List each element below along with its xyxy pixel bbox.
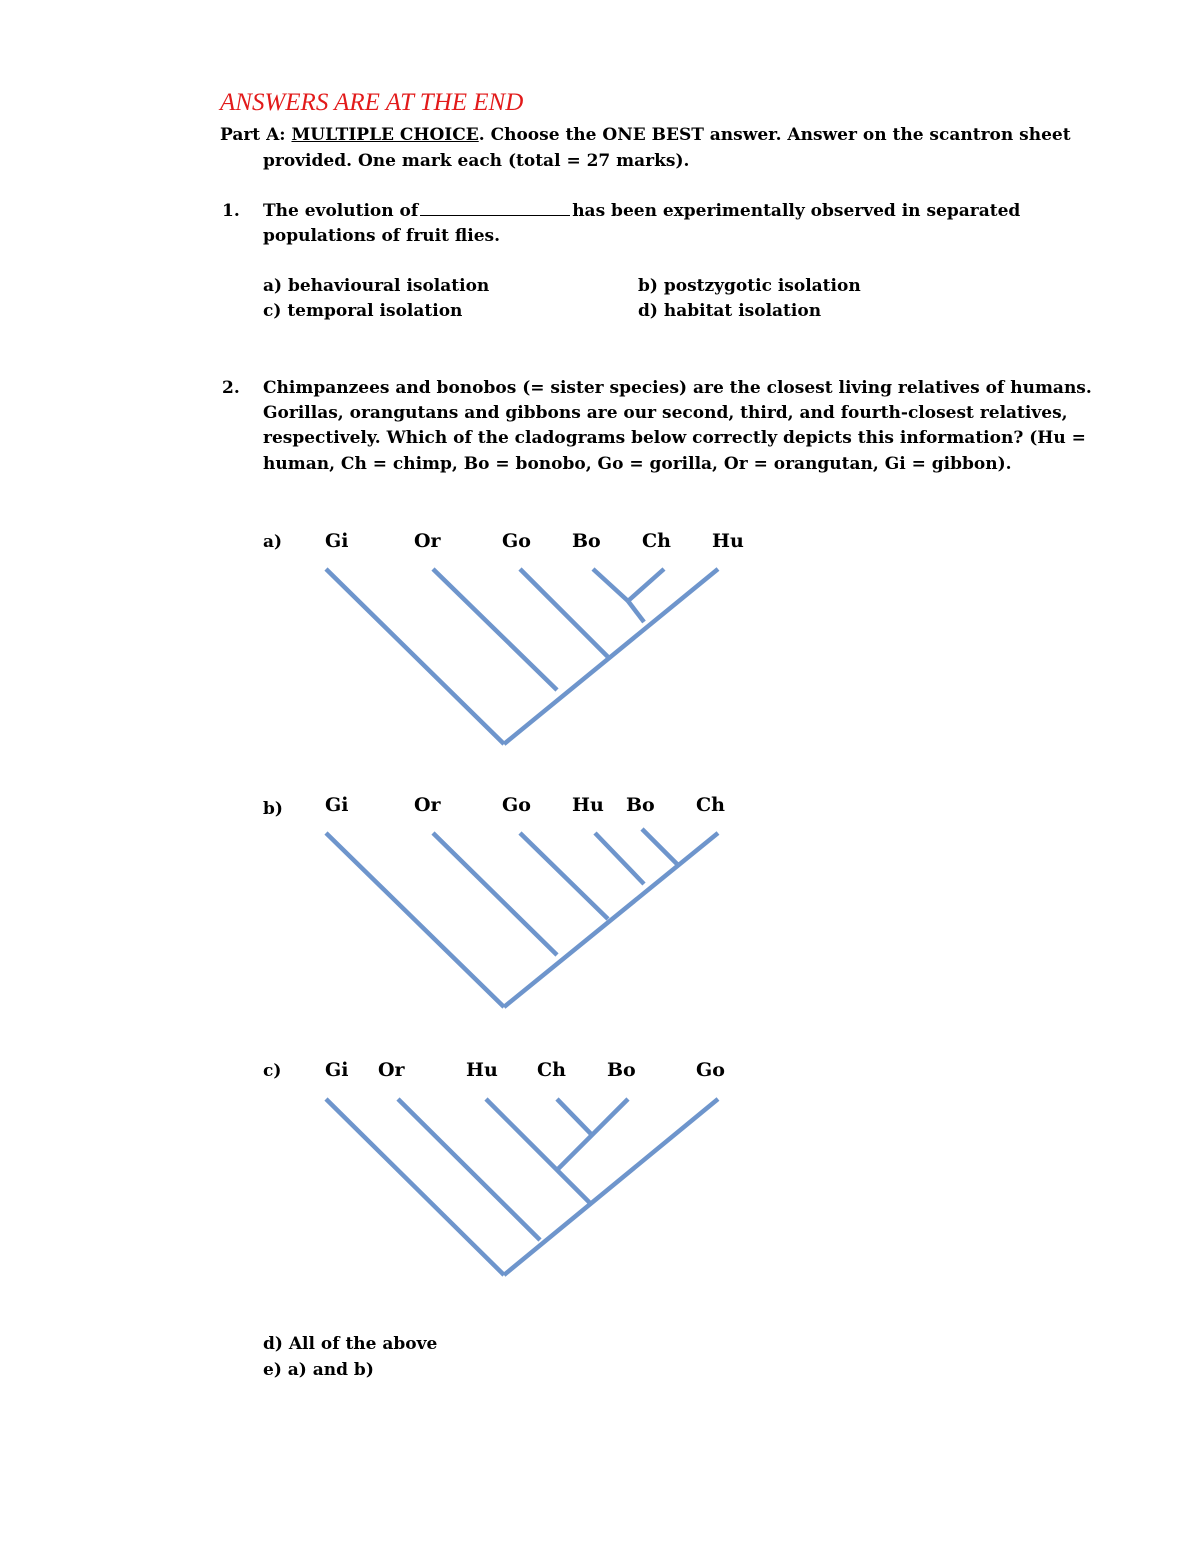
part-a-instructions: . Choose the ONE BEST answer. Answer on the scantron sheet (478, 125, 1071, 145)
branch (398, 1099, 540, 1240)
cladogram-b-taxon-hu: Hu (572, 794, 604, 816)
q1-stem-line2: populations of fruit flies. (263, 226, 500, 246)
cladogram-a-taxon-go: Go (502, 530, 531, 552)
q1-text-before: The evolution of (263, 201, 419, 221)
cladogram-c-taxon-bo: Bo (607, 1059, 636, 1081)
cladogram-c-taxon-hu: Hu (466, 1059, 498, 1081)
cladogram-b-taxon-bo: Bo (626, 794, 655, 816)
cladogram-a-option[interactable]: a) (263, 532, 283, 552)
q2-option-e[interactable]: e) a) and b) (263, 1360, 374, 1380)
cladogram-b-taxon-gi: Gi (325, 794, 349, 816)
cladogram-a-taxon-hu: Hu (712, 530, 744, 552)
q2-option-d[interactable]: d) All of the above (263, 1334, 438, 1354)
answers-banner: ANSWERS ARE AT THE END (220, 89, 524, 116)
cladogram-c-taxon-go: Go (696, 1059, 725, 1081)
cladogram-c-option[interactable]: c) (263, 1061, 282, 1081)
cladogram-a-taxon-bo: Bo (572, 530, 601, 552)
q2-line2: Gorillas, orangutans and gibbons are our second, third, and fourth-closest relatives, (263, 403, 1068, 423)
cladogram-b-taxon-ch: Ch (696, 794, 725, 816)
q2-line3: respectively. Which of the cladograms below correctly depicts this information? (Hu = (263, 428, 1086, 448)
part-a-prefix: Part A: (220, 125, 286, 145)
q1-text-after: has been experimentally observed in separated (572, 201, 1021, 221)
q1-number: 1. (222, 201, 240, 221)
q2-number: 2. (222, 378, 240, 398)
part-a-instructions-line2: provided. One mark each (total = 27 marks). (263, 151, 690, 171)
q2-line4: human, Ch = chimp, Bo = bonobo, Go = gorilla, Or = orangutan, Gi = gibbon). (263, 454, 1012, 474)
branch (557, 1099, 592, 1135)
cladogram-c-taxon-gi: Gi (325, 1059, 349, 1081)
branch (326, 1099, 504, 1275)
cladogram-a-taxon-or: Or (414, 530, 441, 552)
cladogram-c-taxon-ch: Ch (537, 1059, 566, 1081)
part-a-heading: MULTIPLE CHOICE (291, 125, 479, 145)
q1-option-a[interactable]: a) behavioural isolation (263, 276, 490, 296)
cladogram-b-taxon-or: Or (414, 794, 441, 816)
q1-option-b[interactable]: b) postzygotic isolation (638, 276, 861, 296)
q2-line1: Chimpanzees and bonobos (= sister species) are the closest living relatives of humans. (263, 378, 1092, 398)
q1-option-c[interactable]: c) temporal isolation (263, 301, 463, 321)
cladogram-a-taxon-ch: Ch (642, 530, 671, 552)
q1-option-d[interactable]: d) habitat isolation (638, 301, 822, 321)
cladogram-a-taxon-gi: Gi (325, 530, 349, 552)
branch (504, 1099, 718, 1275)
cladogram-b-taxon-go: Go (502, 794, 531, 816)
cladogram-b-option[interactable]: b) (263, 799, 283, 819)
cladogram-c-taxon-or: Or (378, 1059, 405, 1081)
